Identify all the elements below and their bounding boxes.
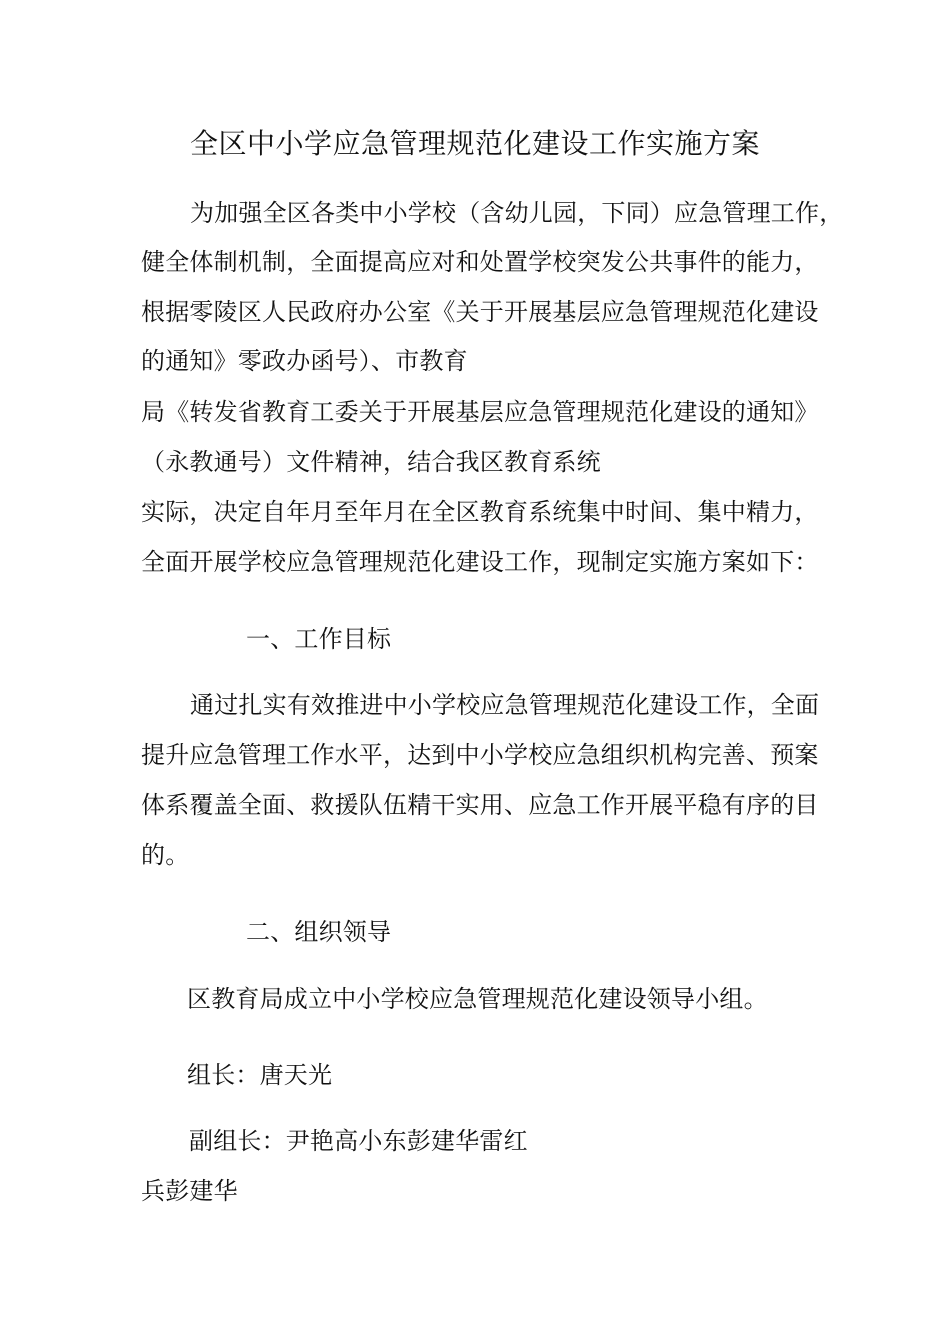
section-2-heading: 二、组织领导	[246, 918, 392, 946]
intro-line-5: 局《转发省教育工委关于开展基层应急管理规范化建设的通知》	[141, 398, 819, 426]
section-1-line-2: 提升应急管理工作水平，达到中小学校应急组织机构完善、预案	[141, 741, 819, 769]
section-2-intro: 区教育局成立中小学校应急管理规范化建设领导小组。	[187, 985, 768, 1013]
deputy-leaders-line-2: 兵彭建华	[141, 1177, 238, 1205]
intro-line-1: 为加强全区各类中小学校（含幼儿园，下同）应急管理工作，	[190, 199, 844, 227]
document-title: 全区中小学应急管理规范化建设工作实施方案	[189, 127, 760, 160]
intro-line-4: 的通知》零政办函号）、市教育	[141, 347, 468, 375]
intro-line-6: （永教通号）文件精神，结合我区教育系统	[141, 448, 601, 476]
group-leader: 组长：唐天光	[187, 1061, 333, 1089]
intro-line-8: 全面开展学校应急管理规范化建设工作，现制定实施方案如下：	[141, 548, 819, 576]
section-1-heading: 一、工作目标	[246, 625, 392, 653]
intro-line-7: 实际，决定自年月至年月在全区教育系统集中时间、集中精力，	[141, 498, 819, 526]
section-1-line-3: 体系覆盖全面、救援队伍精干实用、应急工作开展平稳有序的目	[141, 791, 819, 819]
intro-line-3: 根据零陵区人民政府办公室《关于开展基层应急管理规范化建设	[141, 298, 819, 326]
section-1-line-4: 的。	[141, 841, 190, 869]
section-1-line-1: 通过扎实有效推进中小学校应急管理规范化建设工作，全面	[190, 691, 820, 719]
intro-line-2: 健全体制机制，全面提高应对和处置学校突发公共事件的能力，	[141, 248, 819, 276]
deputy-leaders-line-1: 副组长：尹艳高小东彭建华雷红	[189, 1127, 528, 1155]
